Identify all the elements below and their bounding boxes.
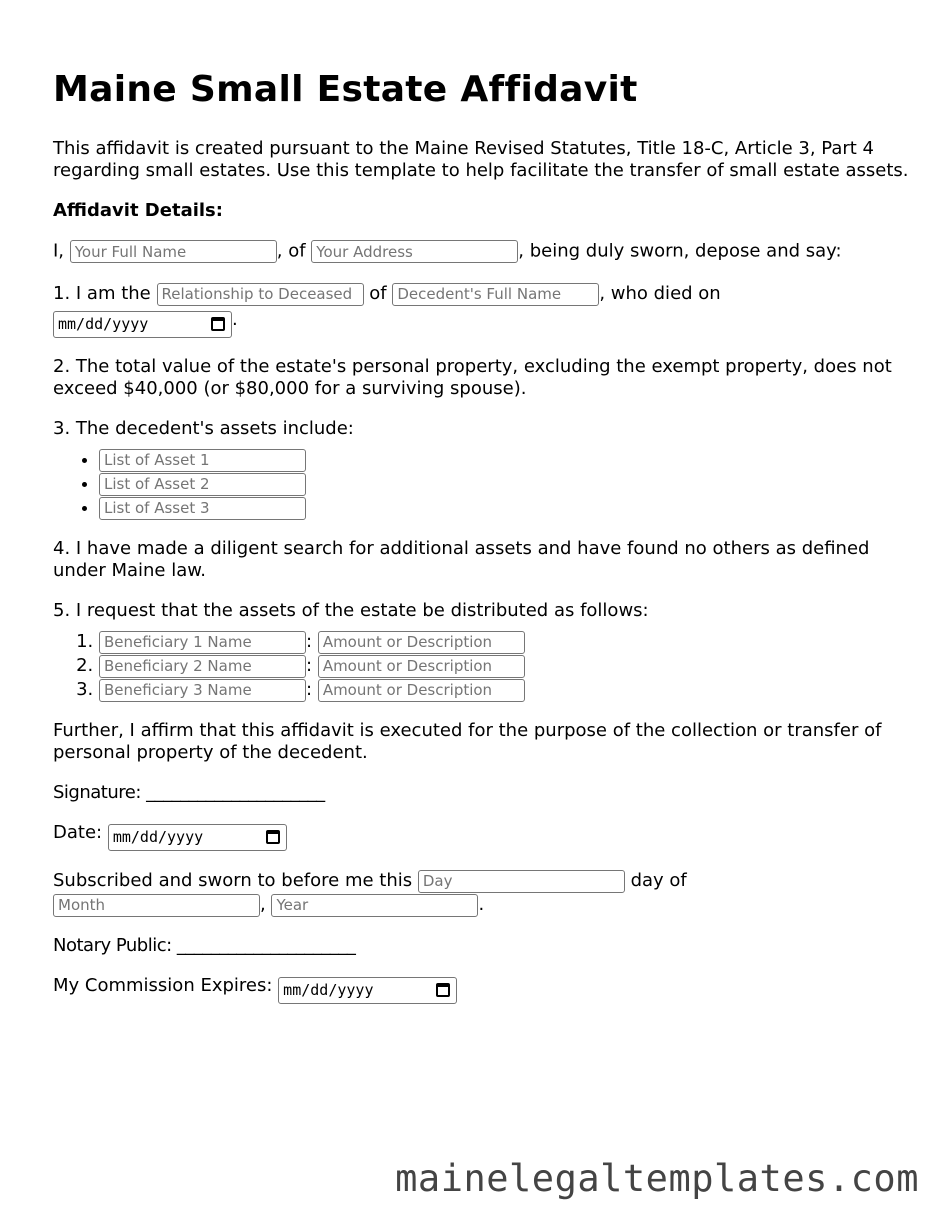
asset-list <box>53 448 913 520</box>
commission-label: My Commission Expires: <box>53 975 273 996</box>
separator: : <box>306 655 313 676</box>
list-item <box>99 678 913 702</box>
calendar-icon[interactable] <box>211 317 225 331</box>
oath-suffix: , being duly sworn, depose and say: <box>518 240 842 262</box>
beneficiary-3-name-input[interactable] <box>99 679 306 702</box>
calendar-icon[interactable] <box>266 830 280 844</box>
signature-line: Signature: _____________________ <box>53 782 325 803</box>
calendar-icon[interactable] <box>436 983 450 997</box>
sworn-line <box>53 869 913 917</box>
sworn-comma: , <box>260 894 266 915</box>
list-item <box>99 472 913 496</box>
signature-date-value: mm/dd/yyyy <box>112 828 204 846</box>
signature-date-input[interactable] <box>108 824 287 851</box>
list-item <box>99 630 913 654</box>
oath-line <box>53 240 913 263</box>
item1-end: . <box>232 309 238 330</box>
beneficiary-list <box>53 630 913 702</box>
date-line <box>53 822 913 851</box>
asset-1-input[interactable] <box>99 449 306 472</box>
details-heading: Affidavit Details: <box>53 200 223 221</box>
death-date-input[interactable] <box>53 311 232 338</box>
sworn-end: . <box>478 894 485 915</box>
beneficiary-1-name-input[interactable] <box>99 631 306 654</box>
decedent-name-input[interactable] <box>392 283 599 306</box>
list-item <box>99 448 913 472</box>
sworn-prefix: Subscribed and sworn to before me this <box>53 870 413 891</box>
item-5: 5. I request that the assets of the estate be distributed as follows: <box>53 600 649 621</box>
affirmation-paragraph: Further, I affirm that this affidavit is executed for the purpose of the collection or transfer of personal property of the decedent. <box>53 720 882 763</box>
oath-of: , of <box>276 240 306 262</box>
item-4: 4. I have made a diligent search for additional assets and have found no others as defined under Maine law. <box>53 538 870 581</box>
watermark: mainelegaltemplates.com <box>395 1157 919 1200</box>
item1-prefix: 1. I am the <box>53 283 151 304</box>
asset-2-input[interactable] <box>99 473 306 496</box>
list-item <box>99 496 913 520</box>
full-name-input[interactable] <box>70 240 277 263</box>
commission-date-input[interactable] <box>278 977 457 1004</box>
separator: : <box>306 631 313 652</box>
relationship-input[interactable] <box>157 283 364 306</box>
item1-died-on: , who died on <box>599 283 721 304</box>
day-input[interactable] <box>418 870 625 893</box>
beneficiary-2-amount-input[interactable] <box>318 655 525 678</box>
beneficiary-2-name-input[interactable] <box>99 655 306 678</box>
item-2: 2. The total value of the estate's personal property, excluding the exempt property, does not exceed $40,000 (or $80,000 for a surviving spouse). <box>53 356 892 399</box>
item-3: 3. The decedent's assets include: <box>53 418 354 439</box>
page-title: Maine Small Estate Affidavit <box>53 69 638 110</box>
notary-line: Notary Public: _____________________ <box>53 935 356 956</box>
year-input[interactable] <box>271 894 478 917</box>
item1-of: of <box>369 283 387 304</box>
commission-date-value: mm/dd/yyyy <box>283 981 374 999</box>
item-1 <box>53 281 913 338</box>
asset-3-input[interactable] <box>99 497 306 520</box>
list-item <box>99 654 913 678</box>
date-label: Date: <box>53 822 103 843</box>
oath-prefix: I, <box>53 240 65 262</box>
separator: : <box>306 679 313 700</box>
affidavit-document <box>53 0 913 1004</box>
sworn-day-of: day of <box>630 870 687 891</box>
intro-paragraph: This affidavit is created pursuant to the Maine Revised Statutes, Title 18-C, Article 3, Part 4 regarding small estates. Use this template to help facilitate the transfer of small estate assets. <box>53 138 909 181</box>
beneficiary-3-amount-input[interactable] <box>318 679 525 702</box>
commission-line <box>53 975 913 1004</box>
address-input[interactable] <box>311 240 518 263</box>
death-date-value: mm/dd/yyyy <box>58 315 149 333</box>
beneficiary-1-amount-input[interactable] <box>318 631 525 654</box>
month-input[interactable] <box>53 894 260 917</box>
